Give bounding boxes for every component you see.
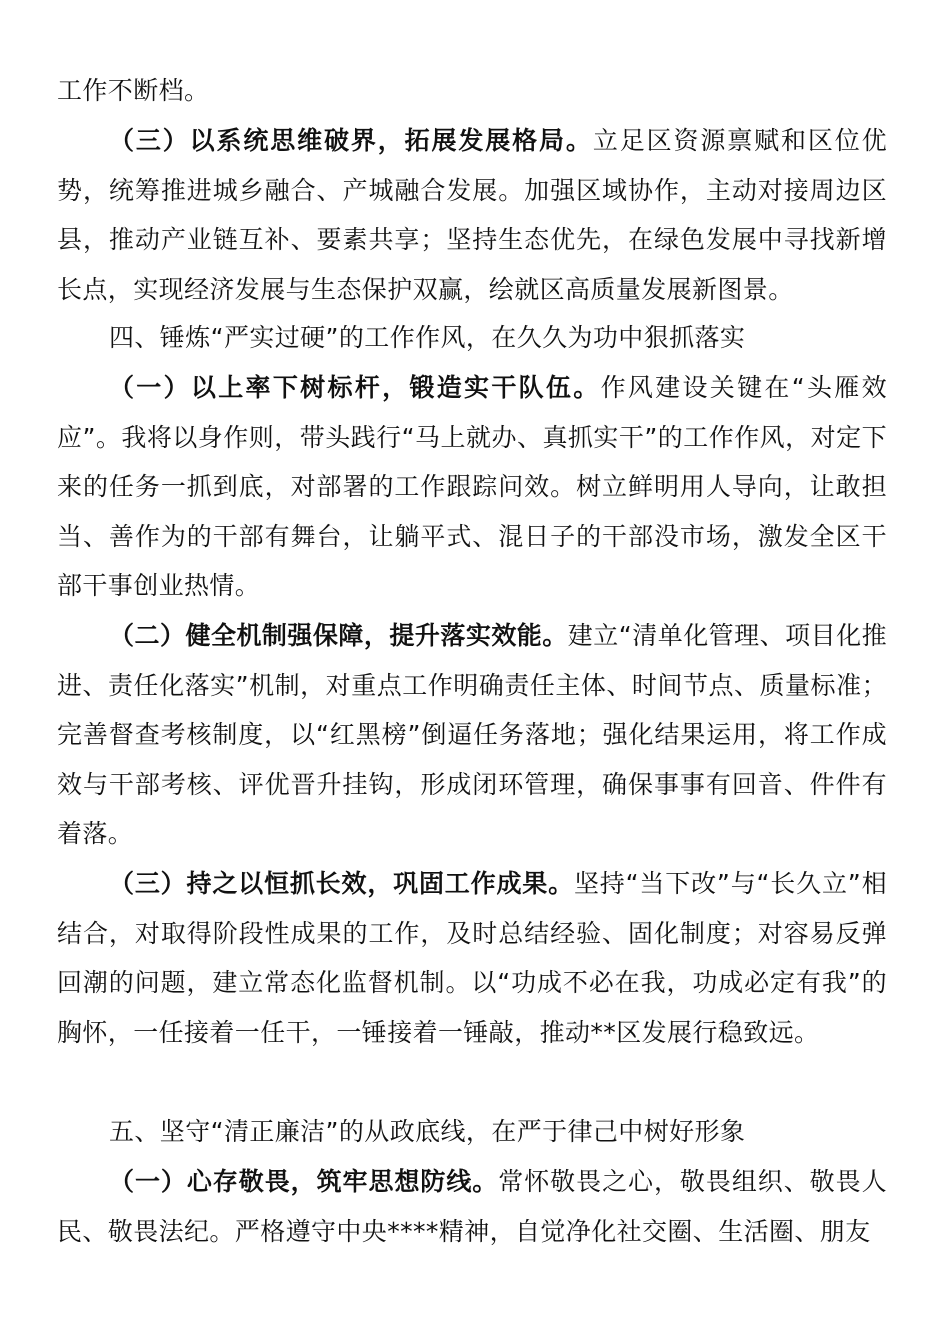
paragraph-4-1 (57, 363, 887, 611)
paragraph-4-2 (57, 611, 887, 859)
paragraph-lead: （三）持之以恒抓长效，巩固工作成果。 (109, 869, 574, 898)
section-heading-text: 五、坚守“清正廉洁”的从政底线，在严于律己中树好形象 (109, 1117, 746, 1146)
paragraph-5-1 (57, 1157, 887, 1256)
paragraph-lead: （一）心存敬畏，筑牢思想防线。 (109, 1167, 499, 1196)
paragraph-text: 作风建设关键在“头雁效应”。我将以身作则，带头践行“马上就办、真抓实干”的工作作风，对定下来的任务一抓到底，对部署的工作跟踪问效。树立鲜明用人导向，让敢担当、善作为的干部有舞台，让躺平式、混日子的干部没市场，激发全区干部干事创业热情。 (57, 373, 887, 601)
section-heading-4 (57, 313, 887, 363)
section-heading-text: 四、锤炼“严实过硬”的工作作风，在久久为功中狠抓落实 (109, 323, 746, 352)
paragraph-text: 坚持“当下改”与“长久立”相结合，对取得阶段性成果的工作，及时总结经验、固化制度；对容易反弹回潮的问题，建立常态化监督机制。以“功成不必在我，功成必定有我”的胸怀，一任接着一任干，一锤接着一锤敲，推动**区发展行稳致远。 (57, 869, 887, 1047)
paragraph-continuation (57, 66, 887, 116)
paragraph-text: 工作不断档。 (57, 76, 210, 105)
paragraph-text: 立足区资源禀赋和区位优势，统筹推进城乡融合、产城融合发展。加强区域协作，主动对接周边区县，推动产业链互补、要素共享；坚持生态优先，在绿色发展中寻找新增长点，实现经济发展与生态保护双赢，绘就区高质量发展新图景。 (57, 126, 887, 304)
paragraph-4-3 (57, 859, 887, 1057)
paragraph-lead: （一）以上率下树标杆，锻造实干队伍。 (109, 373, 601, 402)
section-heading-5 (57, 1107, 887, 1157)
paragraph-lead: （三）以系统思维破界，拓展发展格局。 (109, 126, 593, 155)
paragraph-lead: （二）健全机制强保障，提升落实效能。 (109, 621, 568, 650)
paragraph-text: 建立“清单化管理、项目化推进、责任化落实”机制，对重点工作明确责任主体、时间节点、质量标准；完善督查考核制度，以“红黑榜”倒逼任务落地；强化结果运用，将工作成效与干部考核、评优晋升挂钩，形成闭环管理，确保事事有回音、件件有着落。 (57, 621, 888, 849)
paragraph-3-3 (57, 116, 887, 314)
paragraph-text: 常怀敬畏之心，敬畏组织、敬畏人民、敬畏法纪。严格遵守中央****精神，自觉净化社交圈、生活圈、朋友 (57, 1167, 887, 1246)
